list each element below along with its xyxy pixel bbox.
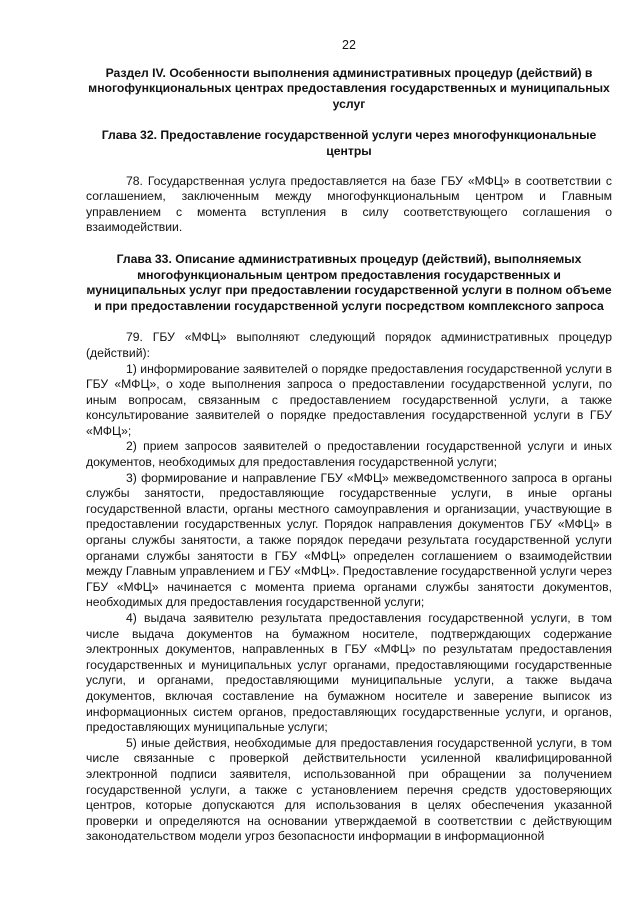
chapter-32-title: Глава 32. Предоставление государственной услуги через многофункциональные центры (101, 128, 597, 158)
list-item-3: 3) формирование и направление ГБУ «МФЦ» межведомственного запроса в органы службы занятости, предоставляющие государственные услуги, в иные органы государственной власти, органы местного самоуправления и организации, участвующие в предоставлении государственных услуг. Порядок направления документов ГБУ «МФЦ» в органы службы занятости, а также порядок передачи результата государственной услуги органами службы занятости в ГБУ «МФЦ» определен соглашением о взаимодействии между Главным управлением и ГБУ «МФЦ». Предоставление государственной услуги через ГБУ «МФЦ» начинается с момента приема органами службы занятости документов, необходимых для предоставления государственной услуги; (86, 470, 612, 610)
list-item-5: 5) иные действия, необходимые для предоставления государственной услуги, в том числе связанные с проверкой действительности усиленной квалифицированной электронной подписи заявителя, использованной при обращении за получением государственной услуги, а также с установлением перечня средств удостоверяющих центров, которые допускаются для использования в целях обеспечения указанной проверки и определяются на основании утверждаемой в соответствии с действующим законодательством модели угроз безопасности информации в информационной (86, 735, 612, 844)
list-item-2: 2) прием запросов заявителей о предоставлении государственной услуги и иных документов, необходимых для предоставления государственной услуги; (86, 439, 612, 470)
page-number: 22 (342, 38, 356, 52)
section-title: Раздел IV. Особенности выполнения административных процедур (действий) в многофункциональных центрах предоставления государственных и муниципальных услуг (88, 65, 610, 111)
list-item-4: 4) выдача заявителю результата предоставления государственной услуги, в том числе выдача документов на бумажном носителе, подтверждающих содержание электронных документов, направленных в ГБУ «МФЦ» по результатам предоставления государственных и муниципальных услуг органами, предоставляющими государственные услуги, и органами, предоставляющими муниципальные услуги, а также выдача документов, включая составление на бумажном носителе и заверение выписок из информационных систем органов, предоставляющих государственные услуги, и органов, предоставляющих муниципальные услуги; (86, 611, 612, 735)
paragraph-79: 79. ГБУ «МФЦ» выполняют следующий порядок административных процедур (действий): (86, 330, 612, 360)
paragraph-78: 78. Государственная услуга предоставляется на базе ГБУ «МФЦ» в соответствии с соглашением, заключенным между многофункциональным центром и Главным управлением с момента вступления в силу соответствующего соглашения о взаимодействии. (86, 173, 612, 235)
list-item-1: 1) информирование заявителей о порядке предоставления государственной услуги в ГБУ «МФЦ», о ходе выполнения запроса о предоставлении государственной услуги, по иным вопросам, связанным с предоставлением государственной услуги, а также консультирование заявителей о порядке предоставления государственной услуги в ГБУ «МФЦ»; (86, 361, 612, 438)
chapter-33-title: Глава 33. Описание административных процедур (действий), выполняемых многофункциональным центром предоставления государственных и муниципальных услуг при предоставлении государственной услуги в полном объеме и при предоставлении государственной услуги посредством комплексного запроса (86, 251, 612, 313)
